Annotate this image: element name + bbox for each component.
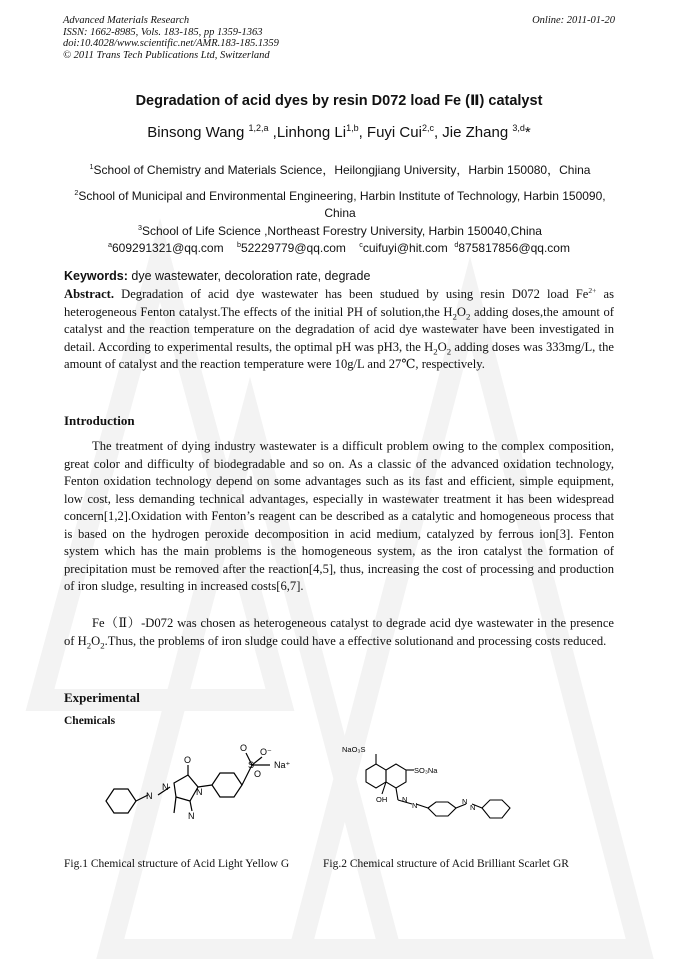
paper-title: Degradation of acid dyes by resin D072 load Fe (Ⅱ) catalyst [135,93,543,109]
oxygen-label: O [240,743,248,753]
abstract-label: Abstract. [64,287,115,301]
email-address: 52229779@qq.com [240,241,346,255]
oxygen-label: O [254,769,262,779]
abstract-sub: 2 [433,346,438,357]
keywords-label: Keywords: [64,269,128,283]
nitrogen-label: N [412,801,418,810]
author-sup: 1,b [346,123,359,133]
introduction-paragraph-2 [64,615,614,650]
email-address: 875817856@qq.com [458,241,570,255]
author-name: Linhong Li [276,124,347,141]
author-name: Binsong Wang [147,124,249,141]
author-sup: 2,c [421,123,434,133]
nitrogen-label: N [146,791,153,801]
affiliation-sup: 3 [138,223,142,232]
journal-header [63,15,279,61]
abstract-sub: 2 [466,311,471,322]
author-sup: 1,2,a [248,123,269,133]
online-date: Online: 2011-01-20 [532,15,615,26]
figure-1-caption: Fig.1 Chemical structure of Acid Light Yellow G [64,858,290,870]
figure-1-structure [100,735,300,835]
author-name: Fuyi Cui [366,124,422,141]
nitrogen-label: N [188,811,195,821]
so3na-label: SO₃Na [414,766,438,775]
affiliation-sup: 1 [89,162,94,171]
naso3-label: NaO₃S [342,745,366,754]
nitrogen-label: N [162,782,169,792]
affiliation-3 [64,223,616,240]
author-name: Jie Zhang [442,124,513,141]
abstract-text: Degradation of acid dye wastewater has been studued by using resin D072 load Fe [114,287,589,301]
intro-text: .Thus, the problems of iron sludge could have a effective solutionand and processing costs reduced. [104,633,607,648]
nitrogen-label: N [402,795,408,804]
abstract-text: adding doses was 333mg/L, the amount of catalyst and the reaction temperature were 10g/L and 27℃, respectively. [64,339,614,371]
sulfur-label: S [248,760,255,770]
keywords [64,269,370,283]
oxygen-label: O⁻ [260,747,272,757]
intro-text: Fe（Ⅱ）-D072 was chosen as heterogeneous catalyst to degrade acid dye wastewater in the presence of H [64,616,614,648]
doi-line: doi:10.4028/www.scientific.net/AMR.183-185.1359 [63,38,279,49]
intro-sub: 2 [86,640,92,651]
affiliation-text: School of Chemistry and Materials Science，Heilongjiang University，Harbin 150080，China [93,163,591,177]
email-sup: d [454,240,459,249]
oxygen-label: O [184,755,192,765]
hydroxyl-label: OH [376,795,388,804]
nitrogen-label: N [462,797,468,806]
affiliation-sup: 2 [74,188,79,197]
abstract-sup: 2+ [588,285,597,295]
experimental-heading: Experimental [64,690,140,705]
introduction-paragraph-1: The treatment of dying industry wastewater is a difficult problem owing to the complex composition, great color and difficulty of biodegradable and so on. As a classic of the advanced oxidation technology, Fenton oxidation technology depend on some advantages such as its fast and efficient, simple equipment, low cost, less demanding technical advantages, especially in wastewater treatment it has been widespread concern[1,2].Oxidation with Fenton’s reagent can be described as a catalytic and homogeneous process that is based on the hydrogen peroxide decomposition in acid medium, catalyzed by ferrous ion[3]. Fenton system which has the main problems is the homogeneous system, as the iron catalyst the formation of precipitation must be removed after the reaction[4,5], thus, increasing the cost of processing and production of iron sludge, resulting in increased costs[6,7]. [64,439,614,593]
abstract [64,286,614,374]
abstract-sub: 2 [446,346,452,357]
intro-text: O [91,633,101,648]
author-list [0,124,678,141]
author-sep: * [524,124,531,141]
keywords-text: dye wastewater, decoloration rate, degrade [127,269,371,283]
author-sep: , [358,124,367,141]
nitrogen-label: N [470,803,476,812]
abstract-text: adding doses,the amount of catalyst and the reaction temperature on the degradation of acid dye wastewater have been investigated in detail. According to experimental results, the optimal pH was pH3, the H [64,304,614,354]
email-sup: a [108,240,112,249]
figure-2-structure [338,742,528,837]
abstract-text: O [437,339,447,354]
email-list [0,241,678,255]
affiliation-text: School of Municipal and Environmental Engineering, Harbin Institute of Technology, Harbin 150090, China [78,189,606,220]
issn-line: ISSN: 1662-8985, Vols. 183-185, pp 1359-1363 [63,26,263,38]
email-address: 609291321@qq.com [112,241,224,255]
affiliation-2 [64,188,616,222]
email-sup: c [359,240,363,249]
sodium-label: Na⁺ [274,760,291,770]
author-sep: , [433,124,443,141]
intro-sub: 2 [100,640,105,651]
figure-2-caption: Fig.2 Chemical structure of Acid Brilliant Scarlet GR [323,858,569,870]
abstract-text: O [456,304,467,319]
affiliation-text: School of Life Science ,Northeast Forestry University, Harbin 150040,China [142,224,542,238]
journal-name: Advanced Materials Research [63,15,190,26]
author-sep: , [268,124,277,141]
author-sup: 3,d [512,123,525,133]
email-address: cuifuyi@hit.com [362,241,448,255]
affiliation-1 [64,162,616,179]
copyright-line: © 2011 Trans Tech Publications Ltd, Switzerland [63,49,270,61]
email-sup: b [236,240,241,249]
chemicals-subheading: Chemicals [64,715,116,727]
introduction-heading: Introduction [64,413,135,428]
abstract-text: as heterogeneous Fenton catalyst.The effects of the initial PH of solution,the H [64,287,615,319]
abstract-sub: 2 [452,311,457,322]
nitrogen-label: N [196,787,203,797]
